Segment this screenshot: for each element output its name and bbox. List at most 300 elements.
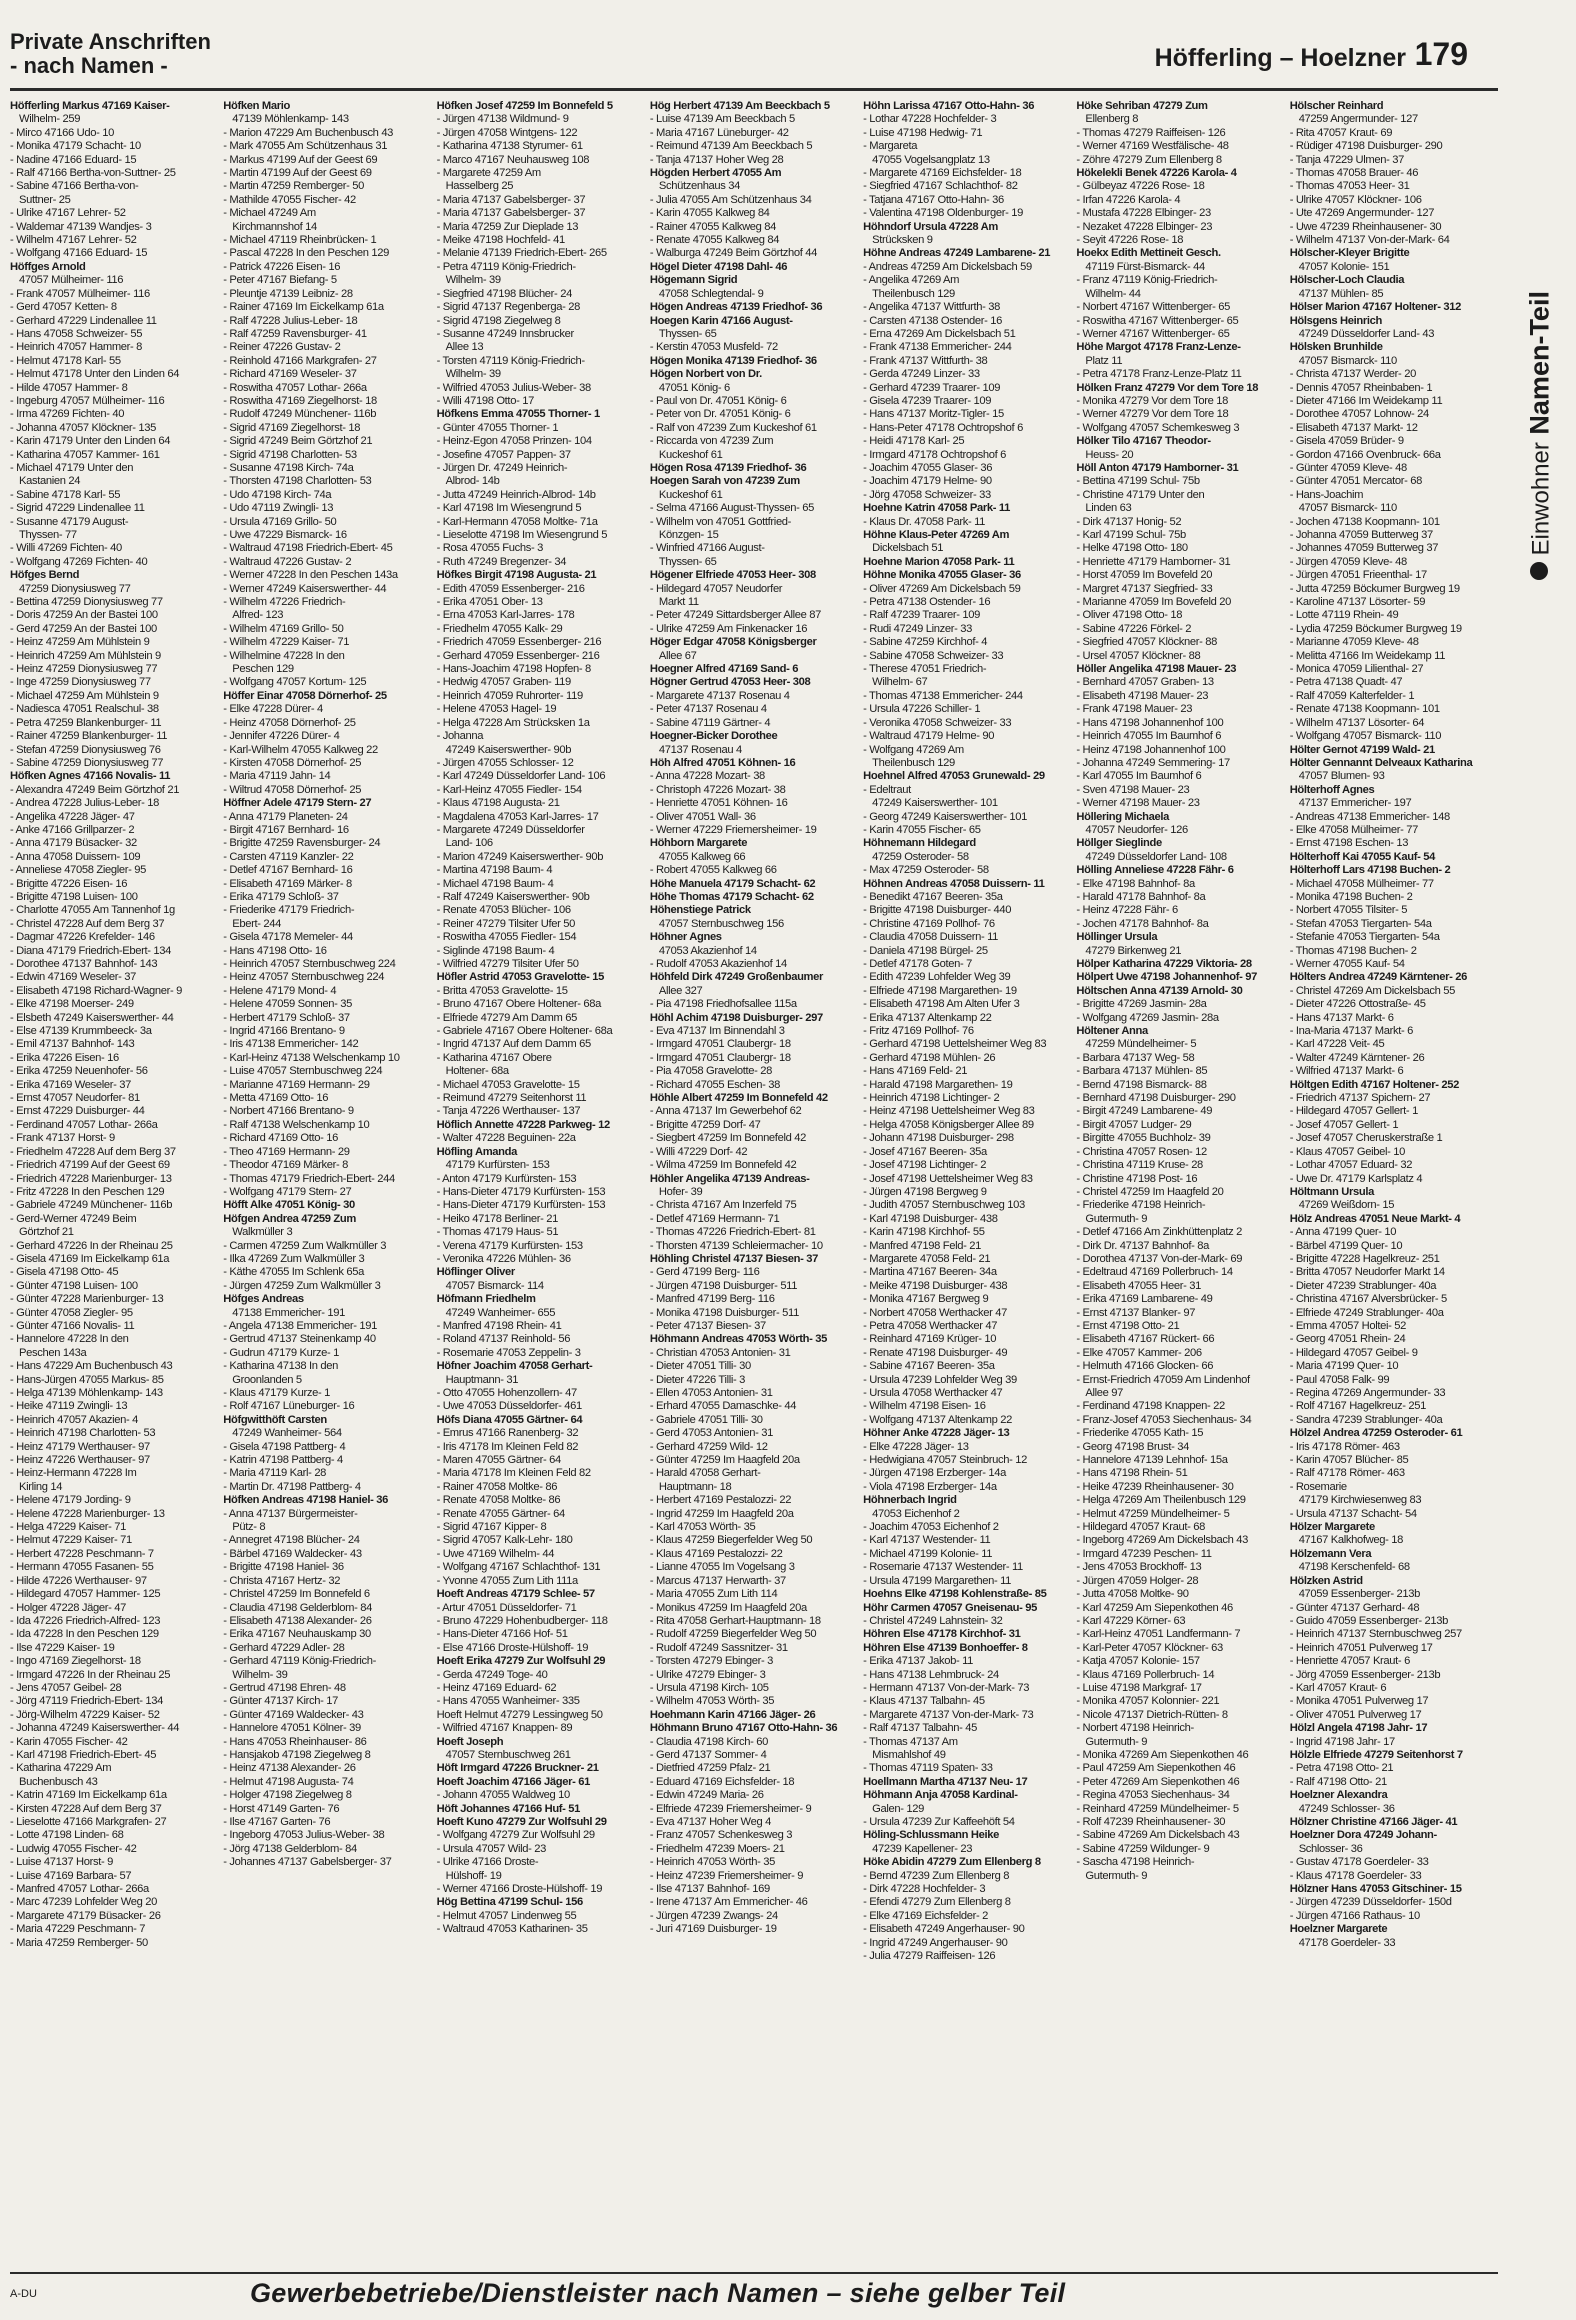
- directory-entry: - Ingrid 47137 Auf dem Damm 65: [436, 1038, 591, 1051]
- directory-surname-entry: Höhne Klaus-Peter 47269 Am: [863, 529, 1010, 541]
- directory-entry: 47059 Essenberger- 213b: [1298, 1588, 1421, 1601]
- directory-entry: - Verena 47179 Kurfürsten- 153: [436, 1239, 583, 1252]
- directory-entry: - Oliver 47051 Pulverweg 17: [1289, 1708, 1422, 1721]
- directory-entry: - Jürgen 47198 Duisburger- 511: [649, 1279, 798, 1292]
- directory-entry: - Gerhard 47059 Essenberger- 216: [436, 649, 600, 662]
- directory-entry: - Ingeborg 47053 Julius-Weber- 38: [223, 1829, 385, 1842]
- directory-surname-entry: Hölscher-Loch Claudia: [1289, 274, 1405, 287]
- directory-entry: - Brigitte 47198 Haniel- 36: [223, 1561, 344, 1574]
- directory-surname-entry: Höllering Michaela: [1076, 810, 1169, 823]
- directory-entry: - Monika 47057 Kolonnier- 221: [1076, 1695, 1220, 1708]
- directory-entry: - Jochen 47178 Bahnhof- 8a: [1076, 917, 1209, 930]
- directory-entry: - Friederike 47198 Heinrich-: [1076, 1199, 1206, 1212]
- directory-entry: - Anna 47179 Planeten- 24: [223, 810, 348, 823]
- directory-entry: - Hedwig 47057 Graben- 119: [436, 676, 571, 689]
- directory-entry: - Christel 47269 Am Dickelsbach 55: [1289, 984, 1456, 997]
- directory-entry: - Oliver 47269 Am Dickelsbach 59: [863, 582, 1021, 595]
- directory-entry: - Heinz 47058 Dörnerhof- 25: [223, 716, 356, 729]
- directory-entry: - Alexandra 47249 Beim Görtzhof 21: [10, 783, 180, 796]
- directory-entry: - Dagmar 47226 Krefelder- 146: [10, 931, 155, 944]
- directory-surname-entry: Höhnen Andreas 47058 Duissern- 11: [863, 877, 1045, 890]
- directory-entry: Theilenbusch 129: [872, 756, 955, 769]
- directory-entry: Alfred- 123: [232, 609, 284, 622]
- directory-entry: - Bruno 47229 Hohenbudberger- 118: [436, 1614, 608, 1627]
- directory-entry: - Siglinde 47198 Baum- 4: [436, 944, 555, 957]
- directory-entry: Dickelsbach 51: [872, 542, 944, 555]
- directory-entry: - Jürgen 47059 Holger- 28: [1076, 1574, 1199, 1587]
- directory-entry: - Friedrich 47228 Marienburger- 13: [10, 1172, 172, 1185]
- directory-entry: - Gisela 47239 Traarer- 109: [863, 394, 992, 407]
- directory-entry: - Detlef 47169 Hermann- 71: [649, 1212, 780, 1225]
- directory-entry: - Hans 47053 Rheinhauser- 86: [223, 1735, 367, 1748]
- directory-entry: - Markus 47199 Auf der Geest 69: [223, 153, 378, 166]
- directory-surname-entry: Hölzer Margarete: [1289, 1521, 1375, 1534]
- directory-entry: - Bruno 47167 Obere Holtener- 68a: [436, 998, 602, 1011]
- directory-entry: - Brigitte 47226 Eisen- 16: [10, 877, 128, 890]
- directory-entry: - Mustafa 47228 Elbinger- 23: [1076, 207, 1211, 220]
- directory-entry: - Günter 47059 Kleve- 48: [1289, 461, 1407, 474]
- directory-entry: - Martin 47199 Auf der Geest 69: [223, 167, 372, 180]
- directory-entry: - Monika 47179 Schacht- 10: [10, 140, 141, 153]
- directory-surname-entry: Hölzner Hans 47053 Gitschiner- 15: [1289, 1883, 1462, 1896]
- directory-entry: - Iris 47178 Im Kleinen Feld 82: [436, 1440, 579, 1453]
- directory-entry: - Elke 47058 Mülheimer- 77: [1289, 823, 1419, 836]
- directory-entry: - Brigitte 47198 Luisen- 100: [10, 890, 138, 903]
- directory-entry: - Udo 47198 Kirch- 74a: [223, 488, 332, 501]
- directory-entry: - Frank 47138 Emmericher- 244: [863, 341, 1012, 354]
- directory-entry: - Johanna: [436, 730, 484, 743]
- directory-entry: - Judith 47057 Sternbuschweg 103: [863, 1199, 1025, 1212]
- directory-entry: - Luise 47169 Barbara- 57: [10, 1869, 132, 1882]
- directory-entry: - Marc 47239 Lohfelder Weg 20: [10, 1896, 157, 1909]
- directory-surname-entry: Hölters Andrea 47249 Kärntener- 26: [1289, 971, 1468, 984]
- directory-surname-entry: Höfken Mario: [223, 100, 290, 112]
- directory-entry: - Michael 47259 Am Mühlstein 9: [10, 689, 159, 702]
- directory-entry: 47137 Emmericher- 197: [1298, 797, 1412, 810]
- directory-entry: - Rita 47058 Gerhart-Hauptmann- 18: [649, 1614, 821, 1627]
- directory-entry: - Karl-Wilhelm 47055 Kalkweg 22: [223, 743, 378, 756]
- directory-entry: - Rita 47057 Kraut- 69: [1289, 126, 1393, 139]
- directory-entry: - Wilhelm 47226 Friedrich-: [223, 596, 346, 609]
- directory-entry: - Gisela 47198 Otto- 45: [10, 1266, 119, 1279]
- directory-entry: - Bärbel 47169 Waldecker- 43: [223, 1547, 362, 1560]
- directory-entry: - Gudrun 47179 Kurze- 1: [223, 1346, 339, 1359]
- directory-entry: - Gerhard 47198 Uettelsheimer Weg 83: [863, 1038, 1047, 1051]
- header-divider: [10, 88, 1498, 91]
- directory-entry: - Günter 47228 Marienburger- 13: [10, 1293, 164, 1306]
- directory-entry: - Paul von Dr. 47051 König- 6: [649, 394, 787, 407]
- directory-entry: - Oliver 47198 Otto- 18: [1076, 609, 1183, 622]
- directory-entry: - Gerhard 47226 In der Rheinau 25: [10, 1239, 173, 1252]
- directory-entry: - Rudolf 47249 Münchener- 116b: [223, 408, 377, 421]
- directory-entry: - Friedrich 47059 Essenberger- 216: [436, 636, 602, 649]
- directory-surname-entry: Höhr Carmen 47057 Gneisenau- 95: [863, 1601, 1037, 1614]
- directory-surname-entry: Höhborn Margarete: [649, 837, 748, 850]
- directory-entry: - Sigrid 47229 Lindenallee 11: [10, 502, 145, 515]
- directory-entry: - Karl-Heinz 47138 Welschenkamp 10: [223, 1051, 400, 1064]
- directory-entry: - Hermann 47055 Fasanen- 55: [10, 1561, 154, 1574]
- directory-entry: - Wolfgang 47269 Jasmin- 28a: [1076, 1011, 1219, 1024]
- directory-entry: - Katja 47057 Kolonie- 157: [1076, 1655, 1200, 1668]
- directory-surname-entry: Höffer Einar 47058 Dörnerhof- 25: [223, 689, 387, 702]
- directory-entry: - Bettina 47199 Schul- 75b: [1076, 475, 1200, 488]
- directory-entry: - Jürgen 47259 Zum Walkmüller 3: [223, 1279, 381, 1292]
- directory-entry: - Josef 47167 Beeren- 35a: [863, 1145, 987, 1158]
- directory-entry: - Helmut 47198 Augusta- 74: [223, 1775, 354, 1788]
- directory-entry: - Maria 47119 Jahn- 14: [223, 770, 331, 783]
- directory-entry: - Heinz 47259 Am Mühlstein 9: [10, 636, 150, 649]
- directory-entry: Kirchmannshof 14: [232, 220, 317, 233]
- directory-entry: - Margarete 47137 Von-der-Mark- 73: [863, 1708, 1034, 1721]
- directory-entry: 47057 Bismarck- 110: [1298, 354, 1397, 367]
- directory-entry: - Veronika 47058 Schweizer- 33: [863, 716, 1012, 729]
- directory-entry: - Hilde 47226 Werthauser- 97: [10, 1574, 147, 1587]
- directory-entry: - Reinhold 47166 Markgrafen- 27: [223, 354, 377, 367]
- directory-entry: - Günter 47137 Kirch- 17: [223, 1695, 339, 1708]
- footer-code: A-DU: [10, 2288, 37, 2300]
- directory-entry: - Jutta 47249 Heinrich-Albrod- 14b: [436, 488, 596, 501]
- directory-entry: Kastanien 24: [19, 475, 81, 488]
- directory-entry: - Wilhelm 47137 Von-der-Mark- 64: [1289, 234, 1450, 247]
- directory-entry: - Birgit 47057 Ludger- 29: [1076, 1118, 1192, 1131]
- directory-entry: Schützenhaus 34: [658, 180, 741, 193]
- directory-surname-entry: Höffges Arnold: [10, 260, 86, 273]
- directory-entry: - Seyit 47226 Rose- 18: [1076, 234, 1184, 247]
- directory-entry: 47053 Akazienhof 14: [658, 944, 757, 957]
- directory-entry: - Selma 47166 August-Thyssen- 65: [649, 502, 815, 515]
- directory-entry: - Andreas 47138 Emmericher- 148: [1289, 810, 1450, 823]
- directory-entry: - Wilhelm 47053 Wörth- 35: [649, 1695, 775, 1708]
- directory-entry: 47058 Schlegtendal- 9: [658, 287, 764, 300]
- directory-surname-entry: Höhnemann Hildegard: [863, 837, 976, 850]
- directory-entry: - Sabine 47269 Am Dickelsbach 43: [1076, 1829, 1240, 1842]
- directory-entry: - Johanna 47249 Semmering- 17: [1076, 756, 1230, 769]
- directory-entry: - Mathilde 47055 Fischer- 42: [223, 193, 356, 206]
- directory-entry: - Karin 47179 Unter den Linden 64: [10, 435, 171, 448]
- directory-entry: - Fritz 47169 Pollhof- 76: [863, 1025, 974, 1038]
- directory-entry: - Sabine 47226 Förkel- 2: [1076, 622, 1192, 635]
- directory-entry: 47057 Bismarck- 114: [445, 1279, 544, 1292]
- directory-surname-entry: Hölsken Brunhilde: [1289, 341, 1383, 354]
- directory-entry: - Hermann 47137 Von-der-Mark- 73: [863, 1681, 1030, 1694]
- directory-entry: Thyssen- 77: [19, 529, 77, 541]
- directory-entry: - Erna 47269 Am Dickelsbach 51: [863, 327, 1016, 340]
- directory-entry: - Hilde 47057 Hammer- 8: [10, 381, 128, 394]
- directory-entry: - Katharina 47229 Am: [10, 1762, 112, 1775]
- directory-entry: - Benedikt 47167 Beeren- 35a: [863, 890, 1003, 903]
- directory-entry: - Renate 47053 Blücher- 106: [436, 904, 571, 917]
- directory-column-4: [650, 100, 858, 2250]
- directory-entry: - Maria 47199 Quer- 10: [1289, 1360, 1399, 1373]
- directory-entry: - Hedwigiana 47057 Steinbruch- 12: [863, 1454, 1027, 1467]
- directory-entry: - Josef 47198 Uettelsheimer Weg 83: [863, 1172, 1033, 1185]
- directory-surname-entry: Högden Herbert 47055 Am: [649, 167, 782, 180]
- directory-entry: - Ursula 47137 Schacht- 54: [1289, 1507, 1417, 1520]
- directory-entry: - Werner 47228 In den Peschen 143a: [223, 569, 398, 582]
- directory-entry: Markt 11: [658, 596, 699, 609]
- directory-entry: - Hans 47198 Otto- 16: [223, 944, 327, 957]
- directory-surname-entry: Hölsgens Heinrich: [1289, 314, 1382, 327]
- directory-entry: - Ralf 47178 Römer- 463: [1289, 1467, 1405, 1480]
- directory-entry: - Yvonne 47055 Zum Lith 111a: [436, 1574, 578, 1587]
- directory-surname-entry: Höft Irmgard 47226 Bruckner- 21: [436, 1762, 599, 1775]
- directory-entry: - Ingrid 47249 Angerhauser- 90: [863, 1936, 1008, 1949]
- directory-entry: - Siegfried 47167 Schlachthof- 82: [863, 180, 1018, 193]
- directory-entry: - Gülbeyaz 47226 Rose- 18: [1076, 180, 1205, 193]
- directory-entry: - Waltraud 47226 Gustav- 2: [223, 555, 352, 568]
- directory-entry: - Julia 47279 Raiffeisen- 126: [863, 1950, 996, 1963]
- directory-entry: Kuckeshof 61: [658, 488, 723, 501]
- directory-entry: - Heinrich 47198 Lichtinger- 2: [863, 1092, 1000, 1105]
- directory-entry: - Elke 47169 Eichsfelder- 2: [863, 1909, 988, 1922]
- directory-entry: - Birgitte 47055 Buchholz- 39: [1076, 1132, 1211, 1145]
- directory-entry: - Norbert 47055 Tilsiter- 5: [1289, 904, 1408, 917]
- directory-entry: Wilhelm- 44: [1085, 287, 1141, 300]
- directory-entry: - Dieter 47166 Im Weidekamp 11: [1289, 394, 1443, 407]
- directory-surname-entry: Höhne Andreas 47249 Lambarene- 21: [863, 247, 1051, 260]
- directory-entry: - Elisabeth 47055 Heer- 31: [1076, 1279, 1202, 1292]
- directory-entry: - Karin 47055 Fischer- 65: [863, 823, 981, 836]
- section-heading-line2: - nach Namen -: [10, 53, 168, 78]
- directory-entry: - Bettina 47259 Dionysiusweg 77: [10, 596, 163, 609]
- directory-entry: - Monika 47198 Duisburger- 511: [649, 1306, 799, 1319]
- directory-entry: - Michael 47053 Gravelotte- 15: [436, 1078, 580, 1091]
- directory-entry: - Edith 47239 Lohfelder Weg 39: [863, 971, 1011, 984]
- directory-entry: - Erika 47226 Eisen- 16: [10, 1051, 119, 1064]
- directory-entry: - Luise 47198 Hedwig- 71: [863, 126, 983, 139]
- directory-entry: - Birgit 47249 Lambarene- 49: [1076, 1105, 1213, 1118]
- directory-entry: 47057 Sternbuschweg 261: [445, 1748, 571, 1761]
- directory-entry: - Tanja 47229 Ulmen- 37: [1289, 153, 1404, 166]
- directory-entry: - Irma 47269 Fichten- 40: [10, 408, 125, 421]
- directory-entry: - Klaus 47169 Pestalozzi- 22: [649, 1547, 783, 1560]
- directory-entry: - Hildegard 47057 Kraut- 68: [1076, 1521, 1206, 1534]
- directory-entry: - Heike 47119 Zwingli- 13: [10, 1400, 128, 1413]
- directory-entry: Ebert- 244: [232, 917, 282, 930]
- directory-entry: - Gabriele 47167 Obere Holtener- 68a: [436, 1025, 613, 1038]
- directory-entry: - Thomas 47279 Raiffeisen- 126: [1076, 126, 1226, 139]
- directory-entry: - Hans-Dieter 47179 Kurfürsten- 153: [436, 1185, 606, 1198]
- directory-entry: - Britta 47053 Gravelotte- 15: [436, 984, 568, 997]
- directory-entry: - Johann 47055 Waldweg 10: [436, 1789, 570, 1802]
- directory-entry: - Maren 47055 Gärtner- 64: [436, 1454, 561, 1467]
- directory-entry: - Elke 47057 Kammer- 206: [1076, 1346, 1202, 1359]
- directory-entry: - Ralf 47137 Talbahn- 45: [863, 1722, 978, 1735]
- directory-entry: - Ursula 47057 Wild- 23: [436, 1842, 547, 1855]
- directory-entry: - Hans-Joachim 47198 Hopfen- 8: [436, 663, 591, 676]
- directory-entry: Heuss- 20: [1085, 448, 1134, 461]
- directory-entry: Platz 11: [1085, 354, 1123, 367]
- directory-entry: - Inge 47259 Dionysiusweg 77: [10, 676, 151, 689]
- directory-entry: 47259 Angermunder- 127: [1298, 113, 1418, 126]
- directory-entry: - Wilhelmine 47228 In den: [223, 649, 345, 662]
- directory-entry: - Sascha 47198 Heinrich-: [1076, 1856, 1195, 1869]
- directory-entry: Hoeft Helmut 47279 Lessingweg 50: [436, 1708, 603, 1721]
- directory-entry: - Christine 47179 Unter den: [1076, 488, 1205, 501]
- directory-entry: - Sabine 47058 Schweizer- 33: [863, 649, 1004, 662]
- directory-entry: - Juri 47169 Duisburger- 19: [649, 1923, 777, 1936]
- directory-surname-entry: Hölken Franz 47279 Vor dem Tore 18: [1076, 381, 1259, 394]
- directory-entry: - Gerhard 47119 König-Friedrich-: [223, 1655, 377, 1668]
- directory-entry: Wilhelm- 259: [19, 113, 81, 126]
- directory-entry: - Dennis 47057 Rheinbaben- 1: [1289, 381, 1433, 394]
- directory-entry: 47249 Wanheimer- 655: [445, 1306, 556, 1319]
- directory-entry: - Ralf 47198 Otto- 21: [1289, 1775, 1387, 1788]
- directory-entry: - Christoph 47226 Mozart- 38: [649, 783, 786, 796]
- directory-entry: - Harald 47058 Gerhart-: [649, 1467, 761, 1480]
- directory-entry: - Reiner 47226 Gustav- 2: [223, 341, 341, 354]
- directory-surname-entry: Höfken Andreas 47198 Haniel- 36: [223, 1494, 388, 1507]
- directory-entry: - Ferdinand 47057 Lothar- 266a: [10, 1118, 158, 1131]
- directory-entry: - Heidi 47178 Karl- 25: [863, 435, 965, 448]
- directory-surname-entry: Hölterhoff Kai 47055 Kauf- 54: [1289, 850, 1435, 863]
- directory-entry: - Heinz-Hermann 47228 Im: [10, 1467, 137, 1480]
- directory-entry: 47269 Weißdorn- 15: [1298, 1199, 1395, 1212]
- footer-divider: [10, 2272, 1498, 2274]
- directory-surname-entry: Hölzel Andrea 47259 Osteroder- 61: [1289, 1427, 1463, 1440]
- directory-entry: - Ernst 47198 Eschen- 13: [1289, 837, 1409, 850]
- directory-entry: - Rolf 47167 Hagelkreuz- 251: [1289, 1400, 1427, 1413]
- directory-entry: - Sigrid 47198 Charlotten- 53: [223, 448, 357, 461]
- directory-surname-entry: Hoelzner Dora 47249 Johann-: [1289, 1829, 1437, 1842]
- directory-surname-entry: Höhler Angelika 47139 Andreas-: [649, 1172, 810, 1185]
- directory-entry: - Ulrike 47166 Droste-: [436, 1856, 539, 1869]
- directory-entry: - Jennifer 47226 Dürer- 4: [223, 730, 340, 743]
- directory-entry: Hauptmann- 18: [658, 1480, 732, 1493]
- directory-entry: - Dieter 47226 Tilli- 3: [649, 1373, 746, 1386]
- directory-entry: - Gerda 47249 Toge- 40: [436, 1668, 548, 1681]
- directory-entry: - Elisabeth 47167 Rückert- 66: [1076, 1333, 1215, 1346]
- directory-entry: - Hans 47055 Wanheimer- 335: [436, 1695, 580, 1708]
- directory-surname-entry: Höller Angelika 47198 Mauer- 23: [1076, 663, 1237, 676]
- directory-entry: - Harald 47198 Margarethen- 19: [863, 1078, 1013, 1091]
- directory-entry: - Paul 47058 Falk- 99: [1289, 1373, 1390, 1386]
- directory-entry: - Werner 47167 Wittenberger- 65: [1076, 327, 1230, 340]
- directory-entry: - Elfriede 47249 Strablunger- 40a: [1289, 1306, 1444, 1319]
- directory-entry: Allee 13: [445, 341, 484, 354]
- directory-entry: - Thomas 47198 Buchen- 2: [1289, 944, 1417, 957]
- directory-entry: - Franz-Josef 47053 Siechenhaus- 34: [1076, 1413, 1252, 1426]
- directory-entry: - Ernst 47229 Duisburger- 44: [10, 1105, 145, 1118]
- directory-entry: - Jürgen 47198 Bergweg 9: [863, 1185, 987, 1198]
- directory-entry: - Irmgard 47051 Claubergr- 18: [649, 1038, 791, 1051]
- directory-entry: - Peter 47137 Biesen- 37: [649, 1319, 766, 1332]
- directory-entry: - Rainer 47169 Im Eickelkamp 61a: [223, 301, 384, 314]
- directory-entry: - Luise 47057 Sternbuschweg 224: [223, 1065, 383, 1078]
- directory-surname-entry: Hoelzner Alexandra: [1289, 1789, 1388, 1802]
- directory-entry: - Heinz 47226 Werthauser- 97: [10, 1454, 150, 1467]
- directory-column-7: [1290, 100, 1498, 2250]
- directory-surname-entry: Hölterhoff Lars 47198 Buchen- 2: [1289, 864, 1451, 877]
- directory-entry: - Ilse 47229 Kaiser- 19: [10, 1641, 115, 1654]
- directory-entry: - Elisabeth 47198 Richard-Wagner- 9: [10, 984, 183, 997]
- directory-entry: - Rosemarie 47137 Westender- 11: [863, 1561, 1023, 1574]
- directory-entry: - Friedhelm 47228 Auf dem Berg 37: [10, 1145, 176, 1158]
- directory-entry: - Erna 47053 Karl-Jarres- 178: [436, 609, 575, 622]
- directory-entry: - Karl 47137 Westender- 11: [863, 1534, 991, 1547]
- directory-entry: - Franz 47119 König-Friedrich-: [1076, 274, 1218, 287]
- directory-entry: - Elisabeth 47249 Angerhauser- 90: [863, 1923, 1025, 1936]
- directory-entry: - Maria 47137 Gabelsberger- 37: [436, 193, 586, 206]
- directory-entry: - Dirk Dr. 47137 Bahnhof- 8a: [1076, 1239, 1210, 1252]
- directory-entry: - Walter 47228 Beguinen- 22a: [436, 1132, 576, 1145]
- directory-entry: 47279 Birkenweg 21: [1085, 944, 1182, 957]
- directory-entry: - Johannes 47059 Butterweg 37: [1289, 542, 1439, 555]
- directory-entry: - Edeltraut: [863, 783, 911, 796]
- directory-entry: - Siegfried 47057 Klöckner- 88: [1076, 636, 1218, 649]
- directory-entry: - Wolfgang 47269 Am: [863, 743, 964, 756]
- directory-entry: - Rosemarie 47053 Zeppelin- 3: [436, 1346, 581, 1359]
- directory-entry: - Georg 47249 Kaiserswerther- 101: [863, 810, 1027, 823]
- directory-entry: - Ingeburg 47057 Mülheimer- 116: [10, 394, 165, 407]
- directory-entry: Ellenberg 8: [1085, 113, 1139, 126]
- directory-entry: - Günter 47198 Luisen- 100: [10, 1279, 138, 1292]
- directory-entry: - Jutta 47058 Moltke- 90: [1076, 1588, 1189, 1601]
- directory-entry: Walkmüller 3: [232, 1226, 293, 1239]
- directory-entry: - Karl 47199 Schul- 75b: [1076, 529, 1186, 541]
- directory-entry: - Lieselotte 47166 Markgrafen- 27: [10, 1816, 167, 1828]
- directory-surname-entry: Höhren Else 47178 Kirchhof- 31: [863, 1628, 1021, 1641]
- directory-entry: - Erika 47137 Jakob- 11: [863, 1655, 974, 1668]
- directory-surname-entry: Högner Gertrud 47053 Heer- 308: [649, 676, 811, 689]
- directory-entry: - Michael 47119 Rheinbrücken- 1: [223, 234, 377, 247]
- directory-entry: - Dorothee 47057 Lohnow- 24: [1289, 408, 1429, 421]
- directory-surname-entry: Högel Dieter 47198 Dahl- 46: [649, 260, 788, 273]
- directory-entry: - Sigrid 47167 Kipper- 8: [436, 1521, 547, 1534]
- directory-entry: 47249 Schlosser- 36: [1298, 1802, 1395, 1815]
- directory-entry: - Elisabeth 47137 Markt- 12: [1289, 421, 1418, 434]
- directory-entry: - Frank 47137 Wittfurth- 38: [863, 354, 988, 367]
- directory-entry: - Roswitha 47057 Lothar- 266a: [223, 381, 367, 394]
- directory-surname-entry: Höfken Agnes 47166 Novalis- 11: [10, 770, 171, 783]
- directory-entry: - Lothar 47228 Hochfelder- 3: [863, 113, 997, 126]
- directory-entry: - Hans 47229 Am Buchenbusch 43: [10, 1360, 173, 1373]
- directory-entry: - Pleuntje 47139 Leibniz- 28: [223, 287, 353, 300]
- directory-entry: - Hildegard 47057 Neudorfer: [649, 582, 783, 595]
- directory-entry: - Pia 47058 Gravelotte- 28: [649, 1065, 772, 1078]
- directory-entry: - Otto 47055 Hohenzollern- 47: [436, 1387, 577, 1399]
- directory-entry: - Reimund 47139 Am Beeckbach 5: [649, 140, 813, 153]
- directory-entry: - Marianne 47059 Im Bovefeld 20: [1076, 596, 1231, 609]
- directory-entry: - Birgit 47167 Bernhard- 16: [223, 823, 349, 836]
- directory-surname-entry: Höltschen Anna 47139 Arnold- 30: [1076, 984, 1243, 997]
- directory-entry: - Gerhard 47229 Adler- 28: [223, 1641, 345, 1654]
- directory-entry: - Frank 47198 Mauer- 23: [1076, 703, 1193, 716]
- directory-entry: - Helmut 47229 Kaiser- 71: [10, 1534, 132, 1547]
- directory-surname-entry: Höfling Amanda: [436, 1145, 518, 1158]
- directory-entry: - Ingrid 47259 Im Haagfeld 20a: [649, 1507, 794, 1520]
- directory-entry: - Ralf 47059 Kalterfelder- 1: [1289, 689, 1415, 702]
- directory-entry: - Angelika 47228 Jäger- 47: [10, 810, 135, 823]
- directory-entry: - Franz 47057 Schenkesweg 3: [649, 1829, 793, 1842]
- directory-entry: Wilhelm- 67: [872, 676, 928, 689]
- directory-entry: - Luise 47137 Horst- 9: [10, 1856, 113, 1869]
- directory-entry: Albrod- 14b: [445, 475, 500, 488]
- directory-column-6: [1076, 100, 1284, 2250]
- directory-entry: - Annegret 47198 Blücher- 24: [223, 1534, 360, 1547]
- directory-entry: - Maria 47055 Zum Lith 114: [649, 1588, 778, 1601]
- directory-entry: - Jörg 47119 Friedrich-Ebert- 134: [10, 1695, 164, 1708]
- directory-entry: - Thomas 47179 Haus- 51: [436, 1226, 559, 1239]
- directory-entry: - Petra 47259 Blankenburger- 11: [10, 716, 162, 729]
- side-tab-bullet-icon: [1530, 562, 1548, 580]
- directory-entry: - Wolfgang 47057 Kortum- 125: [223, 676, 367, 689]
- directory-entry: - Elisabeth 47198 Mauer- 23: [1076, 689, 1209, 702]
- directory-surname-entry: Höfgwitthöft Carsten: [223, 1413, 327, 1426]
- directory-entry: 47249 Kaiserswerther- 90b: [445, 743, 572, 756]
- directory-entry: Strücksken 9: [872, 234, 933, 247]
- directory-entry: - Gerd 47057 Ketten- 8: [10, 301, 117, 314]
